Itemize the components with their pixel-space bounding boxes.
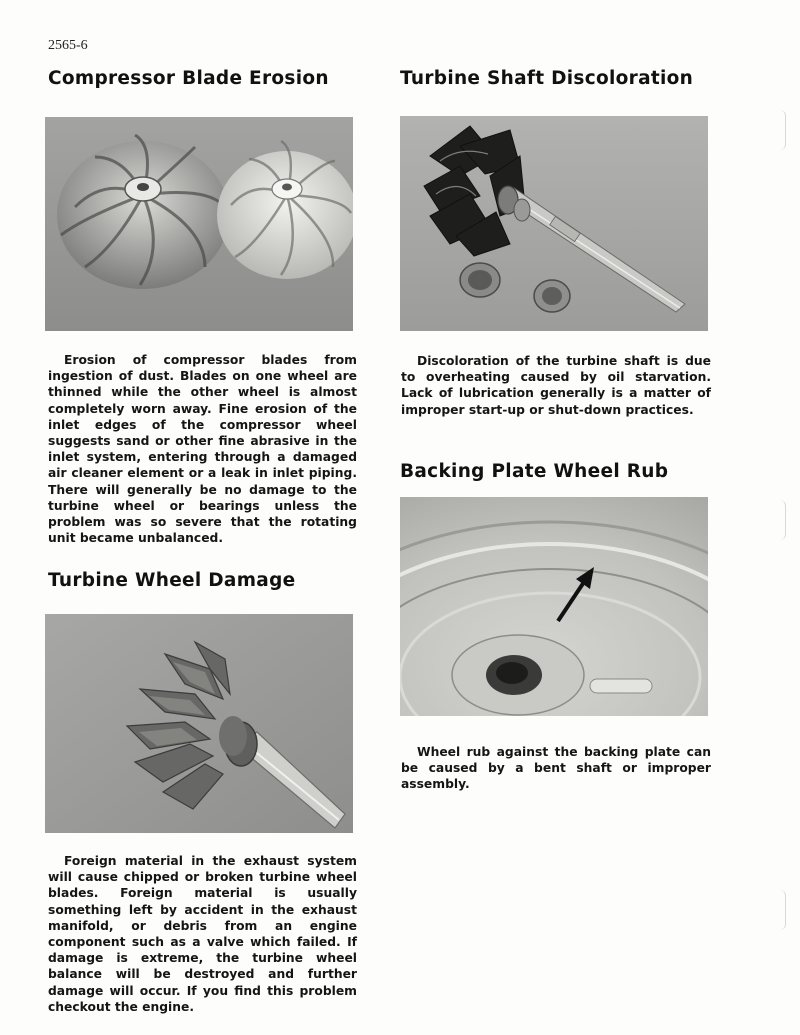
scan-edge-mark: [779, 500, 786, 540]
backing-plate-rub-heading: Backing Plate Wheel Rub: [400, 461, 669, 482]
turbine-wheel-damage-paragraph: Foreign material in the exhaust system will cause chipped or broken turbine wheel blades. Foreign material is usually something left by accident in the exhaust manifold, or debris from an engine component such as a valve which failed. If damage is extreme, the turbine wheel balance will be destroyed and further damage will occur. If you find this problem checkout the engine.: [48, 854, 357, 1014]
compressor-erosion-heading: Compressor Blade Erosion: [48, 68, 329, 89]
compressor-erosion-paragraph: Erosion of compressor blades from ingestion of dust. Blades on one wheel are thinned while the other wheel is almost completely worn away. Fine erosion of the inlet edges of the compressor wheel suggests sand or other fine abrasive in the inlet system, entering through a damaged air cleaner element or a leak in inlet piping. There will generally be no damage to the turbine wheel or bearings unless the problem was so severe that the rotating unit became unbalanced.: [48, 353, 357, 546]
turbine-wheel-damage-heading: Turbine Wheel Damage: [48, 570, 296, 591]
turbine-wheel-photo: [45, 614, 353, 833]
page-number: 2565-6: [48, 38, 88, 53]
turbine-shaft-discoloration-paragraph: Discoloration of the turbine shaft is due to overheating caused by oil starvation. Lack of lubrication generally is a matter of improper start-up or shut-down practices.: [401, 354, 711, 417]
backing-plate-rub-paragraph: Wheel rub against the backing plate can be caused by a bent shaft or improper assembly.: [401, 745, 711, 792]
scan-edge-mark: [779, 890, 786, 930]
turbine-shaft-discoloration-heading: Turbine Shaft Discoloration: [400, 68, 694, 89]
turbine-shaft-photo: [400, 116, 708, 331]
backing-plate-photo: [400, 497, 708, 716]
compressor-wheels-photo: [45, 117, 353, 331]
scan-edge-mark: [779, 110, 786, 150]
